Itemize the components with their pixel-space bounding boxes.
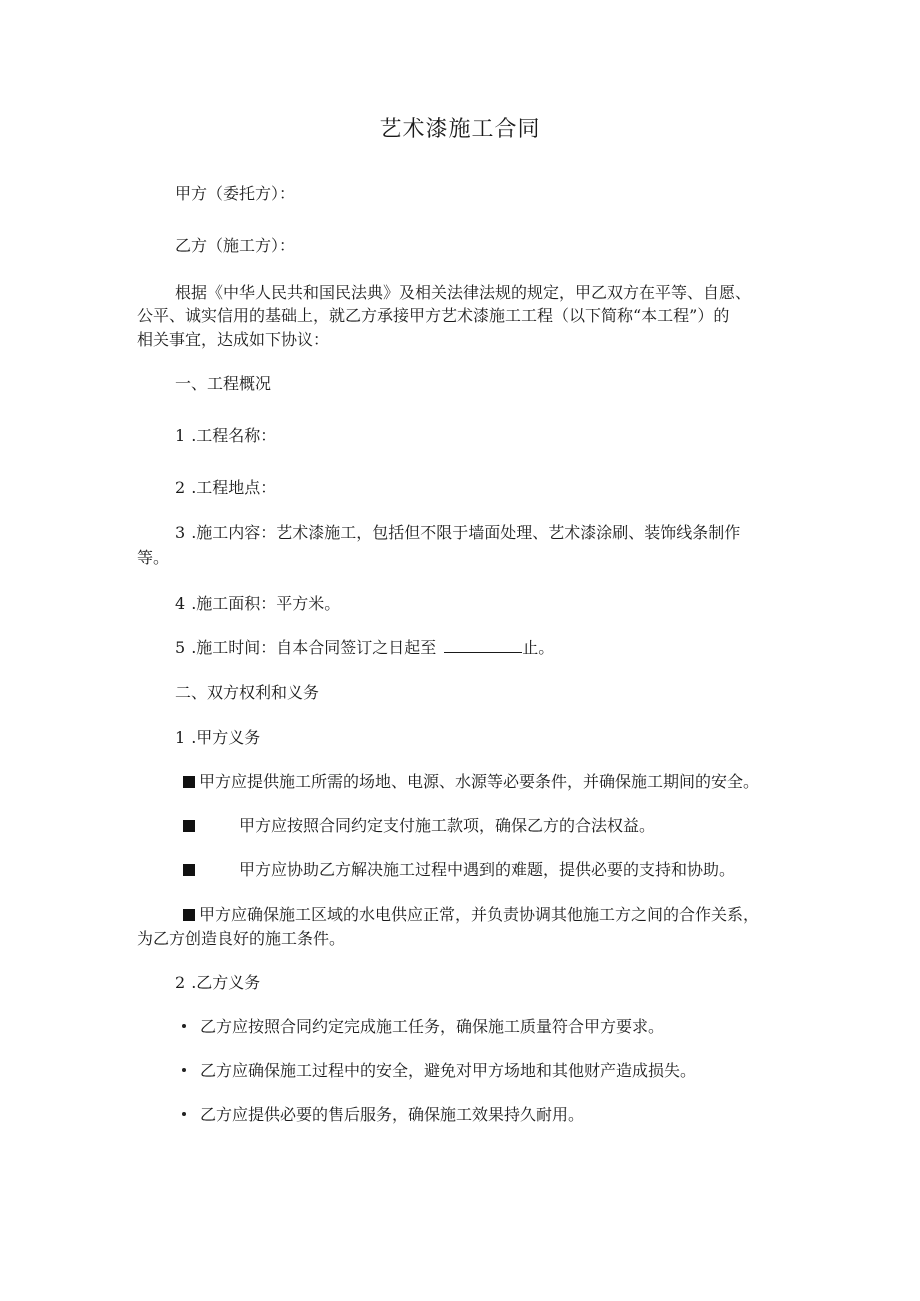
item-number: 1 [175,728,186,747]
party-b-duty-3 [182,1104,584,1126]
item-project-location [175,477,276,499]
item-number: 2 [175,478,186,497]
section-1-heading: 一、工程概况 [175,374,272,393]
item-tail: 止。 [522,638,555,657]
bullet-dot-icon [182,1068,186,1072]
party-b-duty-2 [182,1060,696,1082]
party-a-duty-4 [183,904,759,926]
preamble-line-3: 相关事宜，达成如下协议： [137,330,330,349]
party-a-duty-2 [183,815,655,837]
item-number: 1 [175,426,186,445]
square-bullet-icon [183,820,195,832]
party-a-field: 甲方（委托方）： [175,184,296,203]
item-text: .甲方义务 [191,728,261,747]
duty-text: 乙方应确保施工过程中的安全，避免对甲方场地和其他财产造成损失。 [200,1061,697,1080]
duty-text: 甲方应按照合同约定支付施工款项，确保乙方的合法权益。 [239,816,656,835]
item-text: .施工时间：自本合同签订之日起至 [191,638,437,657]
subsection-party-a-duties [175,727,260,749]
item-text: .施工内容：艺术漆施工，包括但不限于墙面处理、艺术漆涂刷、装饰线条制作 [191,523,741,542]
bullet-dot-icon [182,1112,186,1116]
party-a-duty-1 [183,771,759,793]
preamble-line-1: 根据《中华人民共和国民法典》及相关法律法规的规定，甲乙双方在平等、自愿、 [175,283,752,302]
item-construction-content-cont: 等。 [137,548,170,567]
section-2-heading: 二、双方权利和义务 [175,683,320,702]
fill-in-blank [444,638,522,653]
party-a-duty-3 [183,859,735,881]
item-number: 2 [175,973,186,992]
duty-text: 甲方应提供施工所需的场地、电源、水源等必要条件，并确保施工期间的安全。 [199,772,760,791]
party-b-duty-1 [182,1016,664,1038]
item-project-name [175,425,276,447]
item-construction-time [175,637,554,659]
square-bullet-icon [183,909,195,921]
item-number: 3 [175,523,186,542]
duty-text: 甲方应协助乙方解决施工过程中遇到的难题，提供必要的支持和协助。 [239,860,736,879]
party-a-duty-4-cont: 为乙方创造良好的施工条件。 [137,929,346,948]
item-construction-content [175,522,740,544]
subsection-party-b-duties [175,972,260,994]
item-text: .乙方义务 [191,973,261,992]
bullet-dot-icon [182,1024,186,1028]
party-b-field: 乙方（施工方）： [175,236,296,255]
duty-text: 乙方应提供必要的售后服务，确保施工效果持久耐用。 [200,1105,585,1124]
document-title: 艺术漆施工合同 [379,117,541,142]
item-text: .工程名称： [191,426,277,445]
duty-text: 乙方应按照合同约定完成施工任务，确保施工质量符合甲方要求。 [200,1017,665,1036]
item-text: .施工面积：平方米。 [191,594,341,613]
preamble-line-2: 公平、诚实信用的基础上，就乙方承接甲方艺术漆施工工程（以下简称“本工程”）的 [137,306,730,325]
item-number: 5 [175,638,186,657]
duty-text: 甲方应确保施工区域的水电供应正常，并负责协调其他施工方之间的合作关系， [199,905,760,924]
square-bullet-icon [183,776,195,788]
item-construction-area [175,593,340,615]
item-number: 4 [175,594,186,613]
square-bullet-icon [183,864,195,876]
item-text: .工程地点： [191,478,277,497]
